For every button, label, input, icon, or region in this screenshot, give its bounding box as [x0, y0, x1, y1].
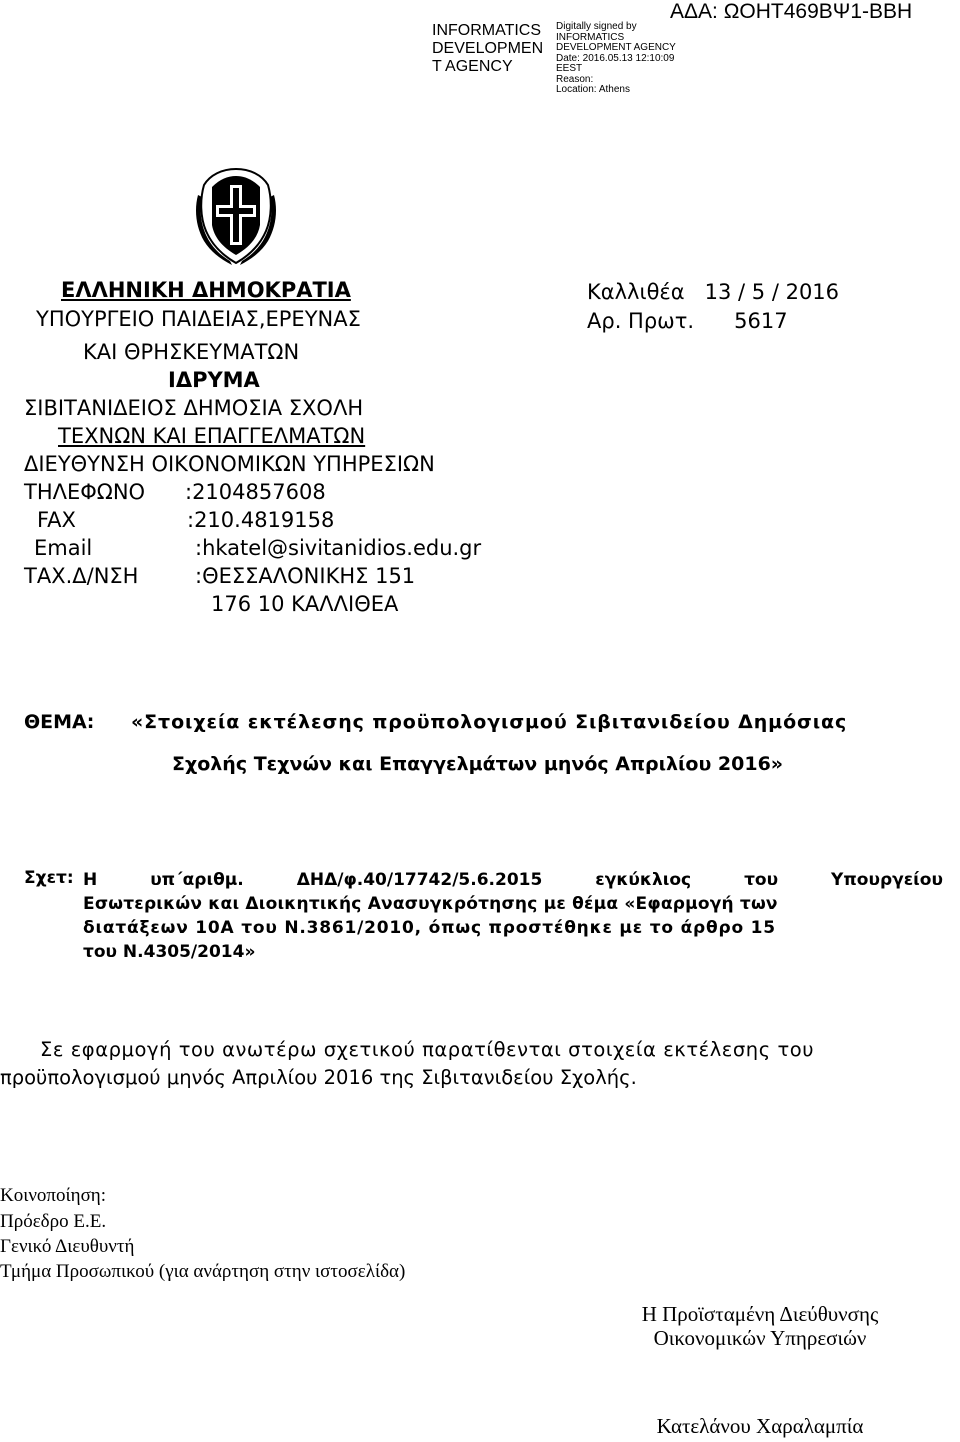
signer-line: DEVELOPMEN [432, 40, 544, 57]
reference-word: του [744, 870, 779, 890]
reference-word: ΔΗΔ/φ.40/17742/5.6.2015 [296, 870, 543, 890]
email-label: Email [34, 536, 93, 560]
reference-word: Η [83, 870, 98, 890]
address-value: :ΘΕΣΣΑΛΟΝΙΚΗΣ 151 [195, 564, 416, 588]
signature-detail-line: EEST [556, 63, 583, 74]
reference-line-2: Εσωτερικών και Διοικητικής Ανασυγκρότησης με θέμα «Εφαρμογή των [83, 894, 778, 914]
fax-value: :210.4819158 [187, 508, 335, 532]
subject-line-1: «Στοιχεία εκτέλεσης προϋπολογισμού Σιβιτανιδείου Δημόσιας [131, 711, 848, 733]
reference-word: υπ΄αριθμ. [150, 870, 244, 890]
reference-word: εγκύκλιος [595, 870, 692, 890]
signature-detail-line: Date: 2016.05.13 12:10:09 [556, 52, 675, 64]
distribution-item: Τμήμα Προσωπικού (για ανάρτηση στην ιστοσελίδα) [0, 1261, 406, 1282]
signatory-title-2: Οικονομικών Υπηρεσιών [653, 1326, 867, 1350]
signature-detail-line: INFORMATICS [556, 31, 625, 43]
ministry-line-1: ΥΠΟΥΡΓΕΙΟ ΠΑΙΔΕΙΑΣ,ΕΡΕΥΝΑΣ [36, 307, 361, 331]
state-title: ΕΛΛΗΝΙΚΗ ΔΗΜΟΚΡΑΤΙΑ [61, 278, 351, 302]
body-line-1: Σε εφαρμογή του ανωτέρω σχετικού παρατίθενται στοιχεία εκτέλεσης του [40, 1038, 815, 1061]
body-line-2: προϋπολογισμού μηνός Απριλίου 2016 της Σιβιτανιδείου Σχολής. [0, 1066, 637, 1089]
greek-emblem-icon [192, 165, 280, 267]
ministry-line-2: ΚΑΙ ΘΡΗΣΚΕΥΜΑΤΩΝ [83, 340, 300, 364]
fax-label: FAX [37, 508, 76, 532]
reference-text [83, 868, 943, 964]
phone-label: ΤΗΛΕΦΩΝΟ [24, 480, 146, 504]
distribution-title: Κοινοποίηση: [0, 1185, 107, 1206]
subject-line-2: Σχολής Τεχνών και Επαγγελμάτων μηνός Απριλίου 2016» [172, 753, 784, 775]
signature-detail-line: Reason: [556, 73, 594, 85]
institution-label: ΙΔΡΥΜΑ [168, 368, 260, 392]
address-city: 176 10 ΚΑΛΛΙΘΕΑ [211, 592, 399, 616]
digital-signature-signer [432, 22, 543, 76]
reference-label: Σχετ: [24, 868, 74, 888]
phone-value: :2104857608 [185, 480, 326, 504]
reference-word: Υπουργείου [831, 870, 943, 890]
place-date: Καλλιθέα 13 / 5 / 2016 [587, 280, 840, 304]
signatory-title-1: Η Προϊσταμένη Διεύθυνσης [641, 1302, 879, 1326]
school-line-2: ΤΕΧΝΩΝ ΚΑΙ ΕΠΑΓΓΕΛΜΑΤΩΝ [58, 424, 366, 448]
email-value: :hkatel@sivitanidios.edu.gr [195, 536, 482, 560]
ada-code: ΑΔΑ: ΩΟΗΤ469ΒΨ1-ΒΒΗ [670, 0, 913, 23]
reference-line-3: διατάξεων 10Α του Ν.3861/2010, όπως προστέθηκε με το άρθρο 15 [83, 918, 776, 938]
distribution-item: Πρόεδρο Ε.Ε. [0, 1211, 107, 1232]
distribution-item: Γενικό Διευθυντή [0, 1236, 135, 1257]
reference-line-1 [83, 868, 943, 892]
reference-line-4: του Ν.4305/2014» [83, 942, 256, 962]
signature-detail-line: Location: Athens [556, 84, 630, 95]
signature-detail-line: DEVELOPMENT AGENCY [556, 42, 676, 53]
signer-line: INFORMATICS [432, 22, 542, 39]
signatory-name: Κατελάνου Χαραλαμπία [656, 1414, 864, 1438]
digital-signature-details [556, 22, 676, 96]
school-line-1: ΣΙΒΙΤΑΝΙΔΕΙΟΣ ΔΗΜΟΣΙΑ ΣΧΟΛΗ [24, 396, 364, 420]
signer-line: T AGENCY [432, 58, 513, 75]
signature-detail-line: Digitally signed by [556, 21, 637, 32]
protocol-number: Αρ. Πρωτ. 5617 [587, 309, 788, 333]
directorate: ΔΙΕΥΘΥΝΣΗ ΟΙΚΟΝΟΜΙΚΩΝ ΥΠΗΡΕΣΙΩΝ [24, 452, 435, 476]
subject-label: ΘΕΜΑ: [24, 711, 95, 733]
address-label: ΤΑΧ.Δ/ΝΣΗ [24, 564, 139, 588]
